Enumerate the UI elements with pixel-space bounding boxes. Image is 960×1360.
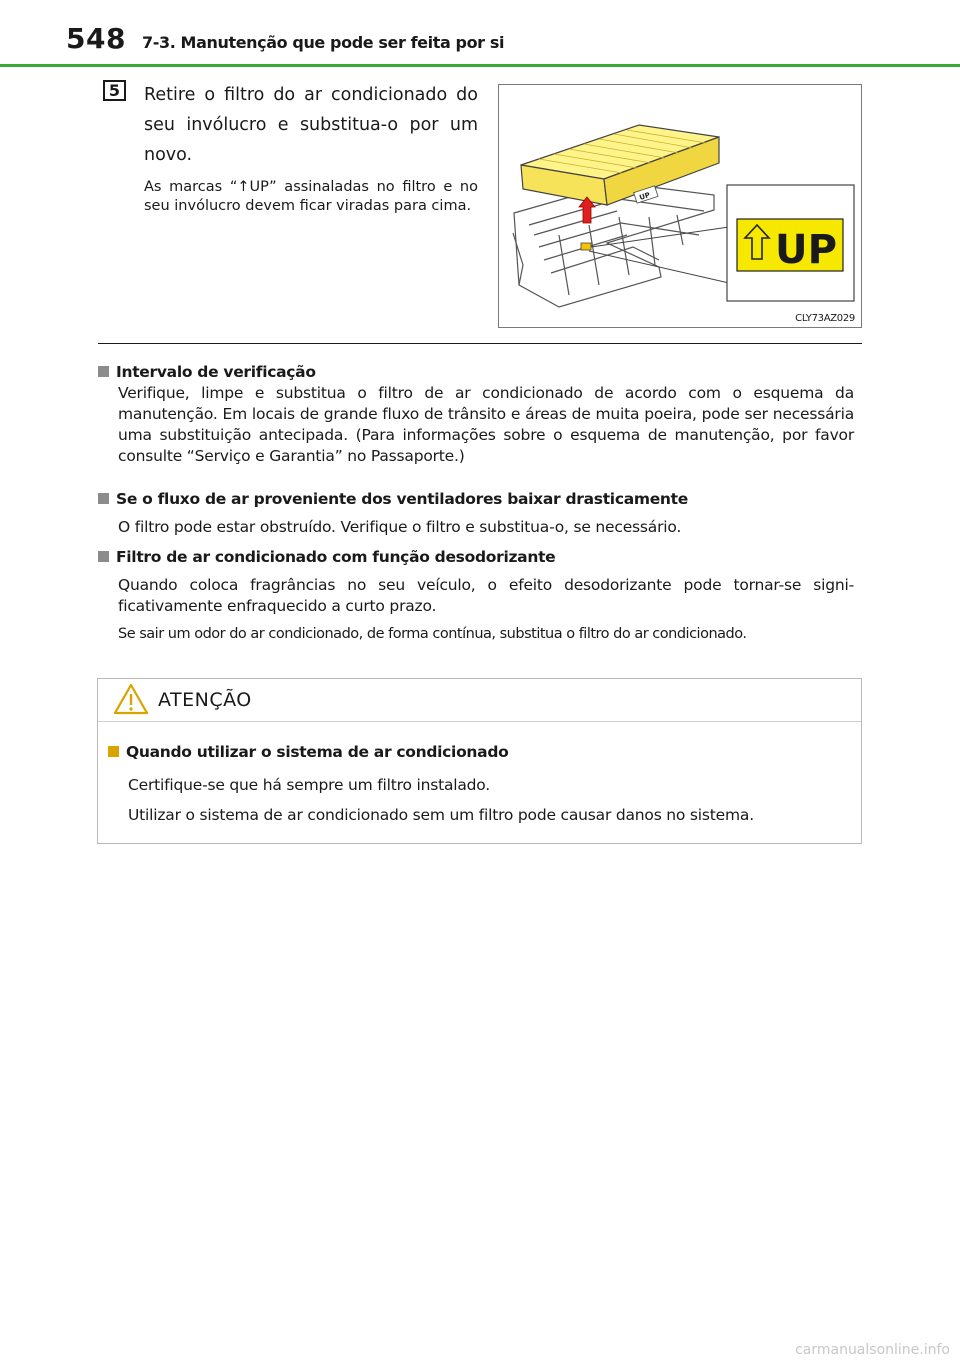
info-heading-text: Se o fluxo de ar proveniente dos ventiladores baixar drasticamente bbox=[116, 490, 688, 508]
info-section-airflow bbox=[98, 488, 858, 538]
warning-line: Utilizar o sistema de ar condicionado sem um filtro pode causar danos no sistema. bbox=[128, 806, 754, 824]
info-heading bbox=[98, 488, 858, 510]
warning-body bbox=[128, 770, 864, 830]
square-bullet-icon bbox=[108, 746, 119, 757]
step-line: novo. bbox=[144, 145, 193, 165]
step-instruction bbox=[144, 80, 478, 170]
step-number-badge: 5 bbox=[103, 80, 126, 101]
step-line: seu invólucro e substitua-o por um bbox=[144, 115, 478, 135]
figure-code: CLY73AZ029 bbox=[795, 313, 855, 324]
info-paragraph: Quando coloca fragrâncias no seu veículo, o efeito desodorizante pode tornar-se signi-ficativamente enfraquecido a curto prazo. bbox=[118, 576, 854, 615]
filter-drawing bbox=[499, 85, 862, 328]
info-heading-text: Filtro de ar condicionado com função desodorizante bbox=[116, 548, 556, 566]
warning-line: Certifique-se que há sempre um filtro instalado. bbox=[128, 776, 491, 794]
callout-lines bbox=[589, 227, 729, 283]
info-heading-text: Intervalo de verificação bbox=[116, 363, 316, 381]
filter-illustration bbox=[498, 84, 862, 328]
info-section-deodorizing bbox=[98, 546, 858, 645]
info-body bbox=[118, 575, 854, 645]
info-heading bbox=[98, 546, 858, 568]
warning-triangle-icon bbox=[113, 682, 149, 716]
housing-up-mark bbox=[581, 243, 591, 250]
info-section-check-interval bbox=[98, 361, 858, 467]
warning-heading bbox=[108, 741, 848, 763]
step-line: Retire o filtro do ar condicionado do bbox=[144, 85, 478, 105]
warning-title: ATENÇÃO bbox=[158, 689, 252, 711]
info-paragraph: O filtro pode estar obstruído. Verifique o filtro e substitua-o, se necessário. bbox=[118, 518, 682, 536]
section-title: 7-3. Manutenção que pode ser feita por si bbox=[142, 33, 505, 52]
warning-header bbox=[98, 679, 861, 722]
filter-up-mark: UP bbox=[638, 190, 652, 202]
header-divider bbox=[0, 64, 960, 67]
square-bullet-icon bbox=[98, 493, 109, 504]
warning-item bbox=[108, 741, 848, 830]
info-heading bbox=[98, 361, 858, 383]
section-divider bbox=[98, 343, 862, 344]
page-number: 548 bbox=[66, 22, 126, 55]
square-bullet-icon bbox=[98, 551, 109, 562]
info-paragraph: Verifique, limpe e substitua o filtro de ar condicionado de acordo com o esquema da manutenção. Em locais de grande fluxo de trânsito e áreas de muita poeira, pode ser necessária uma substituição antecipada. (Para informações sobre o esquema de manutenção, por favor consulte “Serviço e Garantia” no Passaporte.) bbox=[118, 384, 854, 465]
info-body bbox=[118, 383, 854, 467]
footer-watermark: carmanualsonline.info bbox=[795, 1342, 950, 1358]
warning-box bbox=[97, 678, 862, 844]
filter-element bbox=[521, 125, 719, 205]
warning-heading-text: Quando utilizar o sistema de ar condicionado bbox=[126, 743, 509, 761]
info-paragraph: Se sair um odor do ar condicionado, de forma contínua, substitua o filtro do ar condicionado. bbox=[118, 626, 747, 642]
step-note: As marcas “↑UP” assinaladas no filtro e no seu invólucro devem ficar viradas para cima. bbox=[144, 179, 478, 214]
square-bullet-icon bbox=[98, 366, 109, 377]
info-body bbox=[118, 517, 854, 538]
up-label-text: UP bbox=[775, 227, 837, 273]
